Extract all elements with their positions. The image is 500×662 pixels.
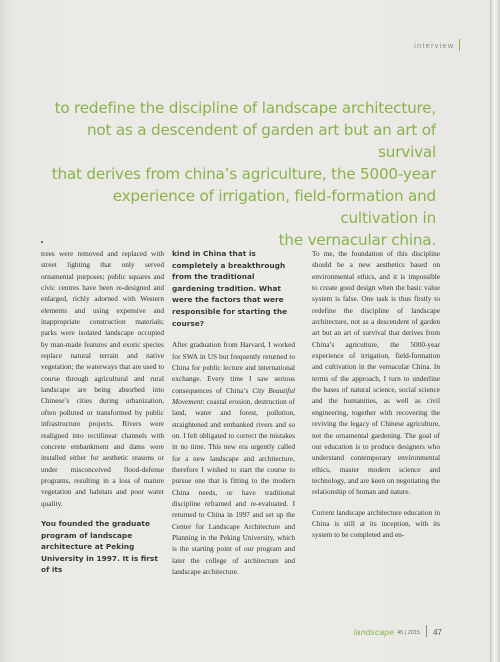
footer-divider [426, 625, 427, 637]
section-label: interview [414, 40, 455, 50]
magazine-name: landscape [353, 627, 395, 637]
section-header [414, 39, 460, 51]
body-paragraph: To me, the foundation of this discipline should be a new aesthetics based on environmental ethics, and it is impossible to create good design when the basic value system is false. One task is thus firstly to redefine the discipline of landscape architecture, not as a descendent of garden art but an art of survival that derives from China’s agriculture, the 5000-year experience of irrigation, field-formation and cultivation in the vernacular China. In terms of the approach, I turn to underline the bases of natural science, social science and the humanities, as well as civil engineering, together with recovering the reviving the legacy of Chinese agriculture, not the ornamental gardening. The goal of our education is to produce designers who understand contemporary environmental ethics, master modern science and technology, and are keen on negotiating the relationship of human and nature. [312, 249, 440, 497]
pull-quote-line: that derives from china’s agriculture, the 5000-year [51, 165, 436, 183]
body-text: After graduation from Harvard, I worked for SWA in US but frequently returned to China for public lecture and international exchange. Every time I saw serious consequences of China’s [172, 340, 295, 395]
body-paragraph: Current landscape architecture education in China is still at its inception, with its system to be completed and en- [312, 507, 440, 540]
pull-quote-line: to redefine the discipline of landscape architecture, [54, 99, 436, 117]
body-paragraph: trees were removed and replaced with street lighting that only served ornamental purposes; public squares and civic centres have been re-designed and enlarged, richly adorned with Western elements and using expensive and inappropriate construction materials; parks were isolated landscape occupied by man-made features and exotic species replace natural terrain and native vegetation; the waterways that are used to course through agricultural and rural landscape are being absorbed into Chinese’s cities during urbanization, often polluted or transformed by public infrastructure projects. Rivers were realigned into rectilinear channels with concrete embankment and dams were installed either for aesthetic reasons or under misconceived flood-defense programs, resulting in a loss of mature vegetation and habitats and poor water quality. [41, 249, 164, 508]
interview-question: kind in China that is completely a breakthrough from the traditional gardening tradition. What were the factors that were responsible for starting the course? [172, 249, 288, 328]
pull-quote-line: experience of irrigation, field-formation and cultivation in [112, 187, 436, 227]
pull-quote [46, 97, 436, 251]
issue-number: 45 | 2015 [397, 630, 421, 636]
body-paragraph [172, 339, 295, 577]
page-number: 47 [433, 628, 442, 637]
text-column-2 [172, 248, 295, 586]
interview-question: You founded the graduate program of landscape architecture at Peking University in 1997. It is first of its [41, 518, 158, 575]
page-edge [490, 0, 500, 662]
emphasized-term: City Beautiful Movement [172, 385, 295, 406]
pull-quote-line: the vernacular china. [278, 231, 436, 249]
page-footer [354, 625, 442, 637]
section-divider [459, 39, 461, 51]
text-column-1 [41, 248, 164, 586]
body-text: : coastal erosion, destruction of land, water and forest, pollution, straightened and embanked rivers and so on. I felt obligated to correct the mistakes in no time. This new era urgently called for a new landscape and architecture, therefore I wished to start the course to pursue one that is fitting to the modern China needs, or have traditional discipline reframed and re-evaluated. I returned to China in 1997 and set up the Center for Landscape Architecture and Planning in the Peking University, which is the starting point of our program and later the college of architecture and landscape architecture. [172, 396, 295, 577]
text-column-3 [312, 248, 440, 550]
pull-quote-line: not as a descendent of garden art but an art of survival [86, 121, 436, 161]
bullet-mark [41, 241, 43, 243]
